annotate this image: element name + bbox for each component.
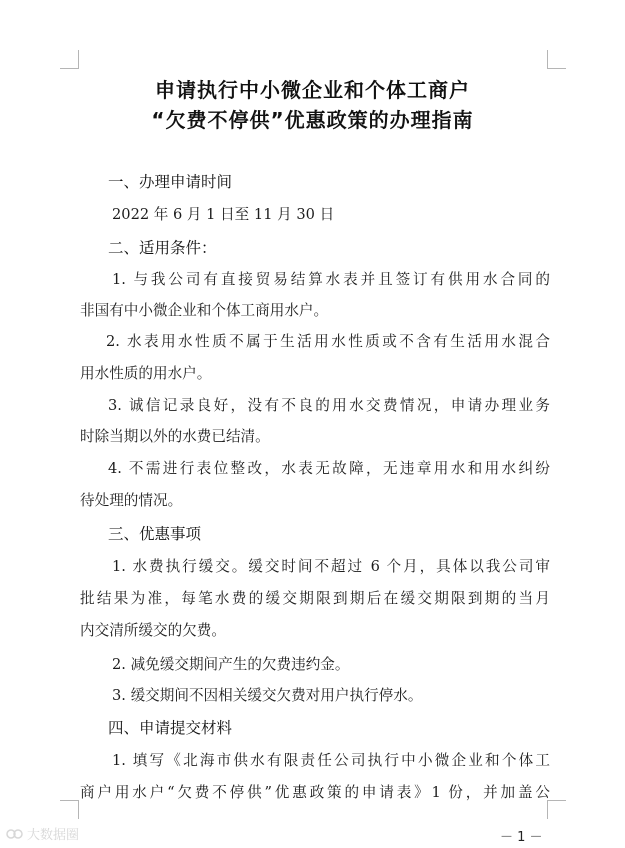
condition-4-line-1: 4. 不需进行表位整改，水表无故障，无违章用水和用水纠纷: [108, 460, 550, 477]
benefit-1-line-1: 1. 水费执行缓交。缓交时间不超过 6 个月，具体以我公司审: [112, 558, 550, 575]
benefit-3: 3. 缓交期间不因相关缓交欠费对用户执行停水。: [112, 687, 423, 704]
document-title-line-1: 申请执行中小微企业和个体工商户: [155, 78, 470, 102]
condition-2-line-1: 2. 水表用水性质不属于生活用水性质或不含有生活用水混合: [106, 333, 550, 350]
page-corner-mark-top-left: [60, 50, 79, 69]
section-heading-conditions: 二、适用条件：: [108, 239, 217, 257]
application-time-text: 2022 年 6 月 1 日至 11 月 30 日: [112, 206, 335, 223]
benefit-1-line-2: 批结果为准，每笔水费的缓交期限到期后在缓交期限到期的当月: [80, 590, 550, 607]
section-heading-application-time: 一、办理申请时间: [108, 173, 233, 191]
page-corner-mark-top-right: [547, 50, 566, 69]
condition-3-line-2: 时除当期以外的水费已结清。: [80, 428, 270, 445]
condition-3-line-1: 3. 诚信记录良好，没有不良的用水交费情况，申请办理业务: [108, 397, 550, 414]
page-number: － 1 －: [500, 830, 543, 845]
section-heading-benefits: 三、优惠事项: [108, 525, 202, 543]
material-1-line-1: 1. 填写《北海市供水有限责任公司执行中小微企业和个体工: [112, 752, 550, 769]
condition-2-line-2: 用水性质的用水户。: [80, 365, 212, 382]
material-1-line-2: 商户用水户“欠费不停供”优惠政策的申请表》1 份，并加盖公: [80, 784, 550, 801]
condition-1-line-2: 非国有中小微企业和个体工商用水户。: [80, 302, 329, 319]
condition-4-line-2: 待处理的情况。: [80, 492, 183, 509]
section-heading-materials: 四、申请提交材料: [108, 719, 233, 737]
watermark: [6, 824, 79, 843]
page-corner-mark-bottom-left: [60, 800, 79, 819]
watermark-text: 大数据圈: [27, 828, 80, 843]
watermark-logo-icon: [6, 827, 24, 841]
benefit-2: 2. 减免缓交期间产生的欠费违约金。: [112, 656, 350, 673]
document-title-line-2: “欠费不停供”优惠政策的办理指南: [151, 108, 474, 132]
benefit-1-line-3: 内交清所缓交的欠费。: [80, 622, 226, 639]
condition-1-line-1: 1. 与我公司有直接贸易结算水表并且签订有供用水合同的: [112, 271, 550, 288]
